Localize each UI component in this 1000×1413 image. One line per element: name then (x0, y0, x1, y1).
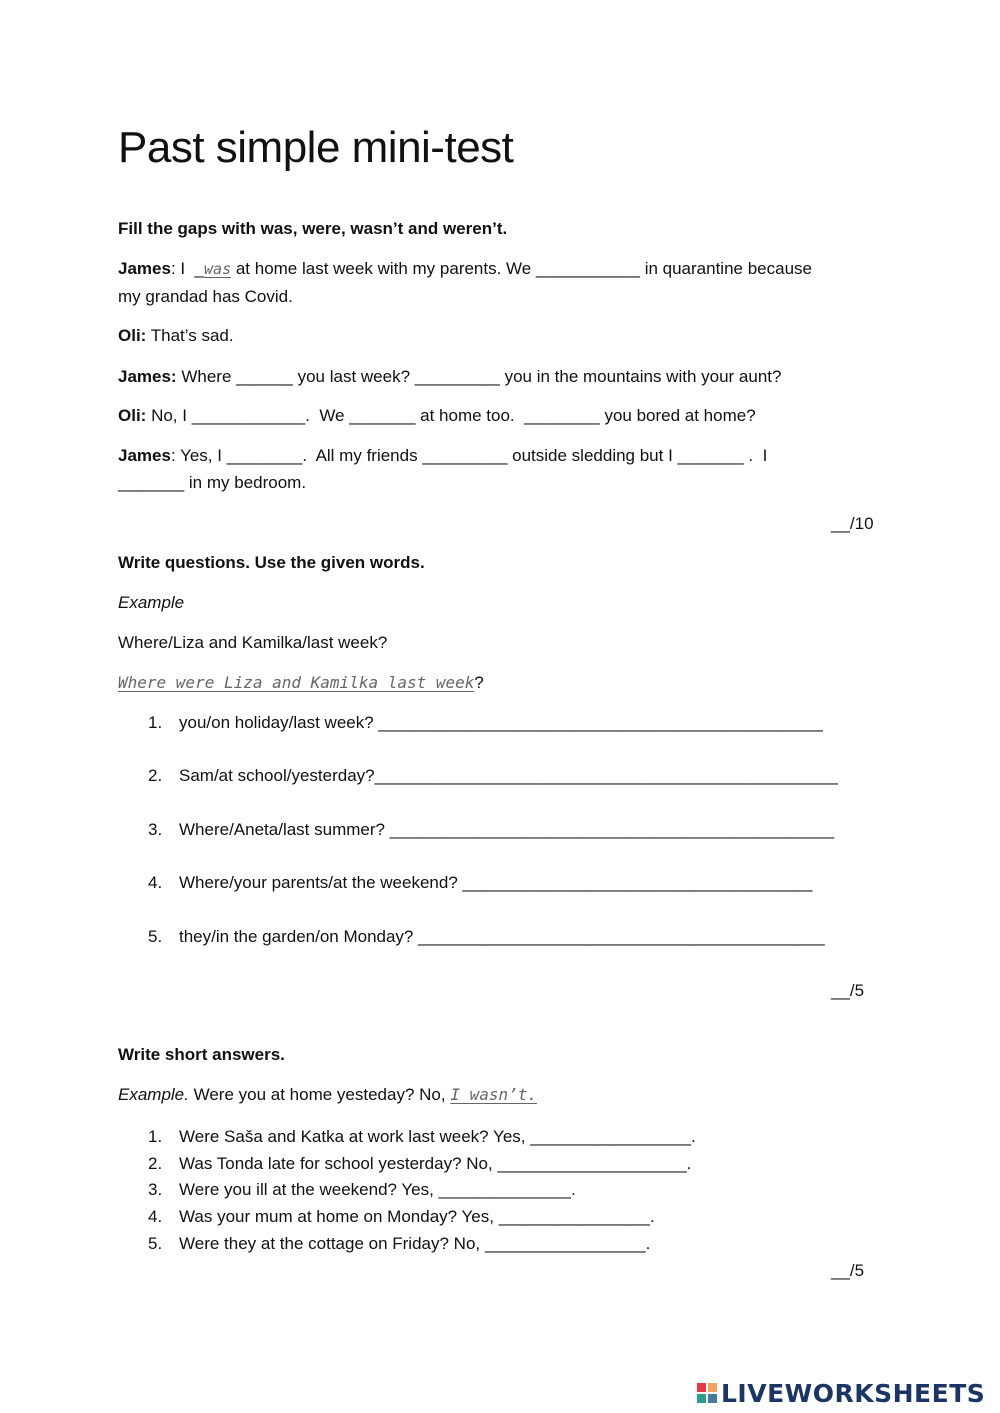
question-number: 5. (148, 927, 163, 946)
dialogue-line-4 (118, 368, 781, 385)
example-answer: Where were Liza and Kamilka last week (118, 673, 475, 692)
dialogue-text: : I _ (170, 259, 205, 278)
score-section1: __/10 (831, 514, 874, 533)
answer-item[interactable]: Were they at the cottage on Friday? No, _________________. (179, 1234, 651, 1253)
answer-item[interactable]: Were Saša and Katka at work last week? Yes, _________________. (179, 1127, 696, 1146)
question-item[interactable]: Where/your parents/at the weekend? _____________________________________ (179, 873, 813, 892)
dialogue-text: No, I ____________. We _______ at home too. ________ you bored at home? (146, 406, 756, 425)
example-answer-line (118, 674, 484, 691)
liveworksheets-logo[interactable] (697, 1378, 985, 1408)
dialogue-text: : Yes, I ________. All my friends _________ outside sledding but I _______ . I (170, 446, 768, 465)
speaker-james: James (118, 259, 171, 278)
speaker-james: James (118, 446, 171, 465)
speaker-oli: Oli: (118, 326, 147, 345)
answer-number: 5. (148, 1234, 163, 1253)
example-prompt: Where/Liza and Kamilka/last week? (118, 633, 388, 652)
logo-text: LIVEWORKSHEETS (721, 1378, 986, 1408)
example-label: Example. (118, 1085, 189, 1104)
dialogue-text: at home last week with my parents. We ___________ in quarantine because (231, 259, 812, 278)
answer-number: 4. (148, 1207, 163, 1226)
question-number: 2. (148, 766, 163, 785)
answer-number: 2. (148, 1154, 163, 1173)
speaker-oli: Oli: (118, 406, 147, 425)
dialogue-line-5 (118, 407, 756, 424)
answer-item[interactable]: Was your mum at home on Monday? Yes, ________________. (179, 1207, 655, 1226)
section2-heading: Write questions. Use the given words. (118, 553, 425, 572)
dialogue-text: Where ______ you last week? _________ you in the mountains with your aunt? (176, 367, 782, 386)
score-section3: __/5 (831, 1261, 865, 1280)
score-section2: __/5 (831, 981, 865, 1000)
answer-item[interactable]: Were you ill at the weekend? Yes, ______________. (179, 1180, 576, 1199)
example-text: Were you at home yesteday? No, (188, 1085, 451, 1104)
example-answer-was[interactable]: was (204, 260, 232, 278)
section1-heading: Fill the gaps with was, were, wasn’t and weren’t. (118, 219, 508, 238)
page-title: Past simple mini-test (118, 123, 514, 172)
answer-number: 3. (148, 1180, 163, 1199)
logo-mark-icon (697, 1383, 717, 1403)
dialogue-line-1 (118, 260, 812, 277)
dialogue-line-2: my grandad has Covid. (118, 287, 293, 306)
question-number: 3. (148, 820, 163, 839)
dialogue-line-3 (118, 327, 234, 344)
answer-item[interactable]: Was Tonda late for school yesterday? No, ____________________. (179, 1154, 692, 1173)
question-item[interactable]: you/on holiday/last week? _______________________________________________ (179, 713, 823, 732)
dialogue-line-7: _______ in my bedroom. (118, 473, 307, 492)
dialogue-line-6 (118, 447, 767, 464)
question-item[interactable]: Where/Aneta/last summer? _______________________________________________ (179, 820, 835, 839)
speaker-james: James: (118, 367, 177, 386)
question-number: 1. (148, 713, 163, 732)
answer-number: 1. (148, 1127, 163, 1146)
question-item[interactable]: they/in the garden/on Monday? ___________________________________________ (179, 927, 825, 946)
example-label: Example (118, 593, 185, 612)
dialogue-text: That’s sad. (146, 326, 234, 345)
example-question-mark: ? (474, 673, 484, 692)
question-item[interactable]: Sam/at school/yesterday?_________________________________________________ (179, 766, 838, 785)
example-answer: I wasn’t. (450, 1085, 538, 1104)
short-answer-example (118, 1086, 537, 1103)
question-number: 4. (148, 873, 163, 892)
section3-heading: Write short answers. (118, 1045, 285, 1064)
